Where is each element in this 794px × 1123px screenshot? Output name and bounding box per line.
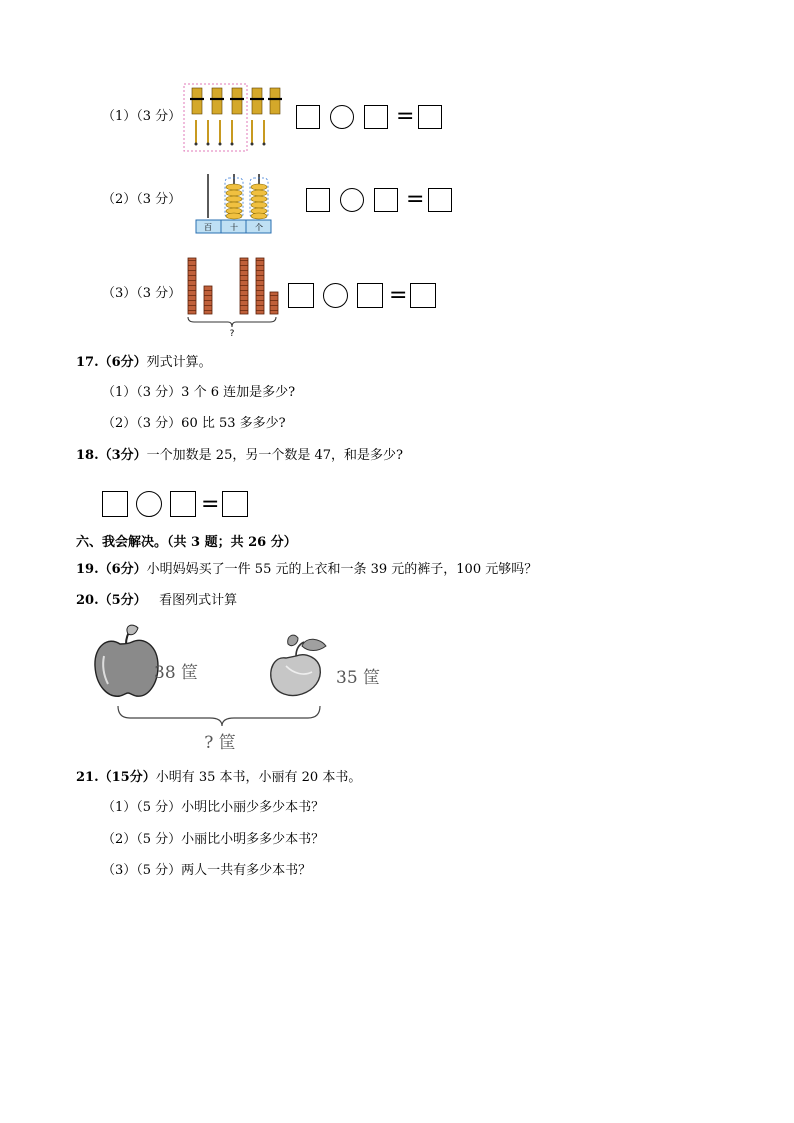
question-score: （6分） [98,355,147,370]
equals-sign: = [396,104,415,129]
answer-box[interactable] [374,188,398,212]
question-score: （3分） [98,448,147,463]
apple-peach-figure [90,622,390,754]
apple-icon [95,625,158,696]
question-text: 小明有 35 本书，小丽有 20 本书。 [155,770,362,785]
answer-box[interactable] [170,491,196,517]
question-text: 一个加数是 25，另一个数是 47，和是多少? [146,448,403,463]
abacus-label-tens: 十 [230,223,238,232]
question-score: （15分） [98,770,156,785]
question-number: 19. [76,562,99,577]
operator-circle[interactable] [323,283,348,308]
answer-box[interactable] [296,105,320,129]
answer-box[interactable] [102,491,128,517]
question-number: 17. [76,355,99,370]
tens-blocks-figure [184,256,284,340]
apple-count-label: 38 筐 [154,663,199,683]
answer-box[interactable] [364,105,388,129]
q21-header [76,770,361,786]
q21-part3: （3）（5 分）两人一共有多少本书？ [102,863,312,878]
question-score: （5分） [98,593,147,608]
q19-header [76,562,537,578]
q16-part3-label: （3）（3 分） [102,286,182,301]
answer-box[interactable] [428,188,452,212]
equals-sign: = [406,187,425,212]
q17-part1: （1）（3 分）3 个 6 连加是多少? [102,385,296,400]
blocks-question-mark: ? [229,329,235,339]
q18-header [76,448,403,464]
q16-part2-label: （2）（3 分） [102,192,182,207]
answer-box[interactable] [418,105,442,129]
abacus-label-hundreds: 百 [204,223,212,232]
peach-count-label: 35 筐 [336,668,381,688]
q20-header [76,593,237,609]
answer-box[interactable] [410,283,436,308]
peach-icon [271,635,326,695]
question-text: 看图列式计算 [159,593,238,608]
question-number: 18. [76,448,99,463]
q16-part1-label: （1）（3 分） [102,109,182,124]
q21-part1: （1）（5 分）小明比小丽少多少本书？ [102,800,325,815]
abacus-label-ones: 个 [255,223,263,232]
total-label: ? 筐 [204,733,236,753]
abacus-figure [194,172,274,234]
answer-box[interactable] [288,283,314,308]
question-number: 21. [76,770,99,785]
answer-box[interactable] [222,491,248,517]
answer-box[interactable] [306,188,330,212]
equals-sign: = [201,492,220,517]
q21-part2: （2）（5 分）小丽比小明多多少本书？ [102,832,325,847]
stick-bundles-figure [182,82,292,154]
question-text: 列式计算。 [146,355,212,370]
answer-box[interactable] [357,283,383,308]
equals-sign: = [389,283,408,308]
q17-part2: （2）（3 分）60 比 53 多多少? [102,416,286,431]
q17-header [76,355,212,371]
operator-circle[interactable] [136,491,162,517]
section-heading: 六、我会解决。（共 3 题；共 26 分） [76,535,297,550]
question-text: 小明妈妈买了一件 55 元的上衣和一条 39 元的裤子，100 元够吗？ [146,562,538,577]
question-number: 20. [76,593,99,608]
question-score: （6分） [98,562,147,577]
operator-circle[interactable] [330,105,354,129]
operator-circle[interactable] [340,188,364,212]
